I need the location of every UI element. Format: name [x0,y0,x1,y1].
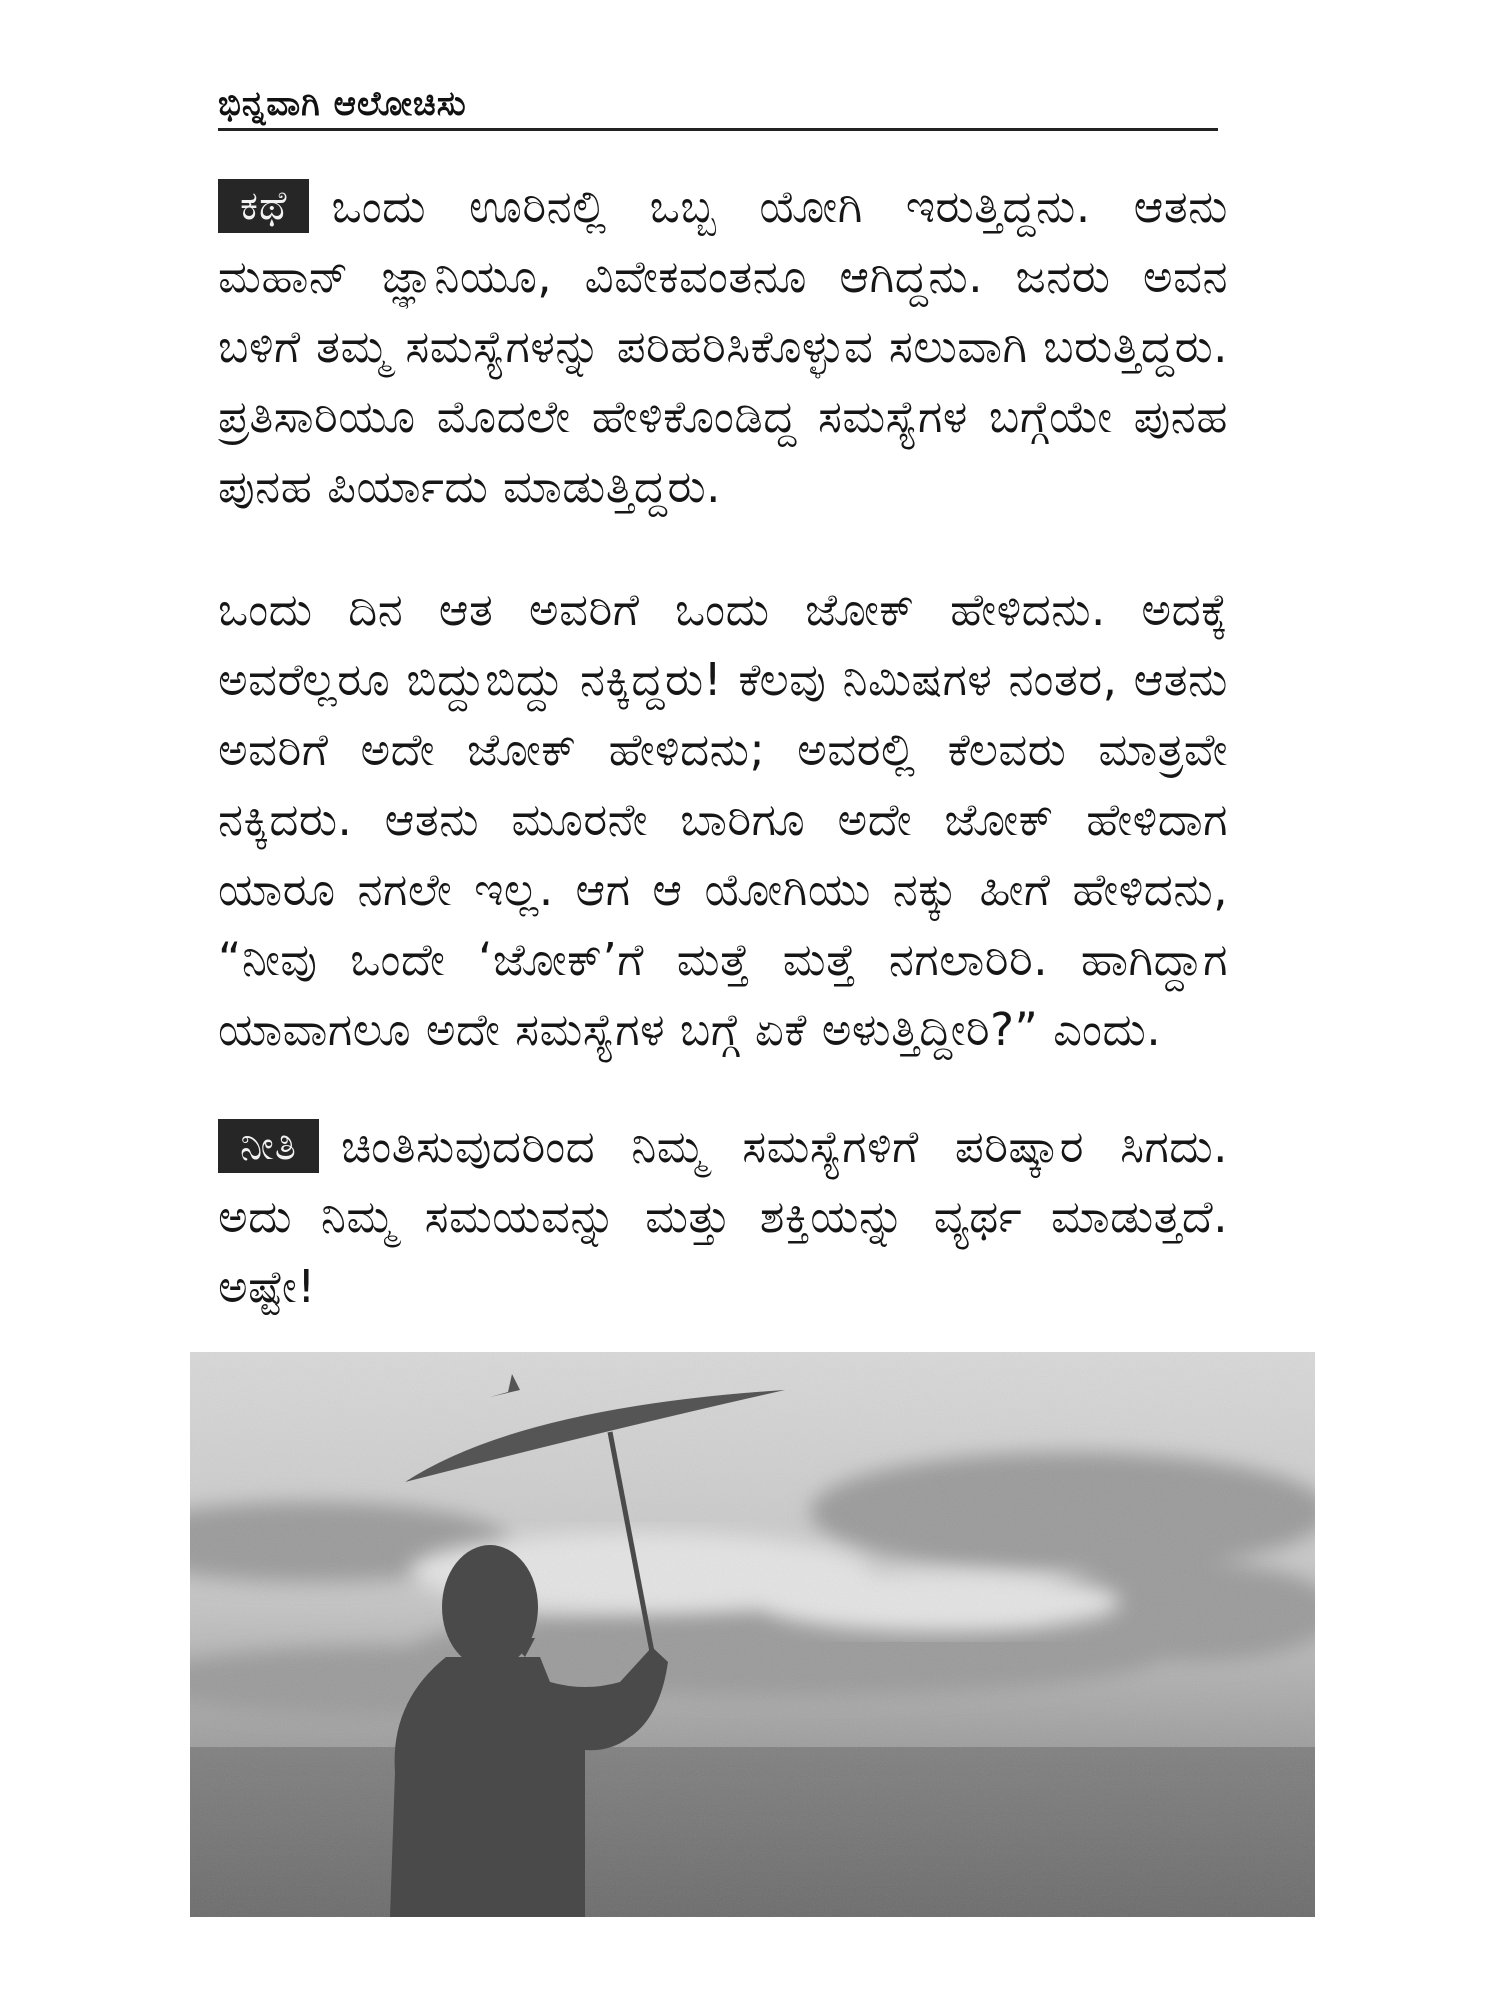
story-text-2: ಒಂದು ದಿನ ಆತ ಅವರಿಗೆ ಒಂದು ಜೋಕ್ ಹೇಳಿದನು. ಅದಕ್ಕೆ ಅವರೆಲ್ಲರೂ ಬಿದ್ದುಬಿದ್ದು ನಕ್ಕಿದ್ದರು! ಕೆಲವು ನಿಮಿಷಗಳ ನಂತರ, ಆತನು ಅವರಿಗೆ ಅದೇ ಜೋಕ್ ಹೇಳಿದನು; ಅವರಲ್ಲಿ ಕೆಲವರು ಮಾತ್ರವೇ ನಕ್ಕಿದರು. ಆತನು ಮೂರನೇ ಬಾರಿಗೂ ಅದೇ ಜೋಕ್ ಹೇಳಿದಾಗ ಯಾರೂ ನಗಲೇ ಇಲ್ಲ. ಆಗ ಆ ಯೋಗಿಯು ನಕ್ಕು ಹೀಗೆ ಹೇಳಿದನು, “ನೀವು ಒಂದೇ ‘ಜೋಕ್’ಗೆ ಮತ್ತೆ ಮತ್ತೆ ನಗಲಾರಿರಿ. ಹಾಗಿದ್ದಾಗ ಯಾವಾಗಲೂ ಅದೇ ಸಮಸ್ಯೆಗಳ ಬಗ್ಗೆ ಏಕೆ ಅಳುತ್ತಿದ್ದೀರಿ?” ಎಂದು. [218,583,1228,1056]
moral-tag: ನೀತಿ [218,1119,319,1173]
story-text-1: ಒಂದು ಊರಿನಲ್ಲಿ ಒಬ್ಬ ಯೋಗಿ ಇರುತ್ತಿದ್ದನು. ಆತನು ಮಹಾನ್ ಜ್ಞಾನಿಯೂ, ವಿವೇಕವಂತನೂ ಆಗಿದ್ದನು. ಜನರು ಅವನ ಬಳಿಗೆ ತಮ್ಮ ಸಮಸ್ಯೆಗಳನ್ನು ಪರಿಹರಿಸಿಕೊಳ್ಳುವ ಸಲುವಾಗಿ ಬರುತ್ತಿದ್ದರು. ಪ್ರತಿಸಾರಿಯೂ ಮೊದಲೇ ಹೇಳಿಕೊಂಡಿದ್ದ ಸಮಸ್ಯೆಗಳ ಬಗ್ಗೆಯೇ ಪುನಹ ಪುನಹ ಪಿರ್ಯಾದು ಮಾಡುತ್ತಿದ್ದರು. [218,180,1228,513]
running-title: ಭಿನ್ನವಾಗಿ ಆಲೋಚಿಸು [218,84,467,124]
story-paragraph-1 [218,172,1228,522]
monk-with-umbrella-photo [190,1352,1315,1917]
moral-paragraph [218,1112,1228,1322]
moral-text: ಚಿಂತಿಸುವುದರಿಂದ ನಿಮ್ಮ ಸಮಸ್ಯೆಗಳಿಗೆ ಪರಿಷ್ಕಾರ ಸಿಗದು. ಅದು ನಿಮ್ಮ ಸಮಯವನ್ನು ಮತ್ತು ಶಕ್ತಿಯನ್ನು ವ್ಯರ್ಥ ಮಾಡುತ್ತದೆ. ಅಷ್ಟೇ! [218,1120,1228,1313]
story-paragraph-2 [218,575,1228,1065]
header-rule [218,128,1218,131]
story-tag: ಕಥೆ [218,179,309,233]
